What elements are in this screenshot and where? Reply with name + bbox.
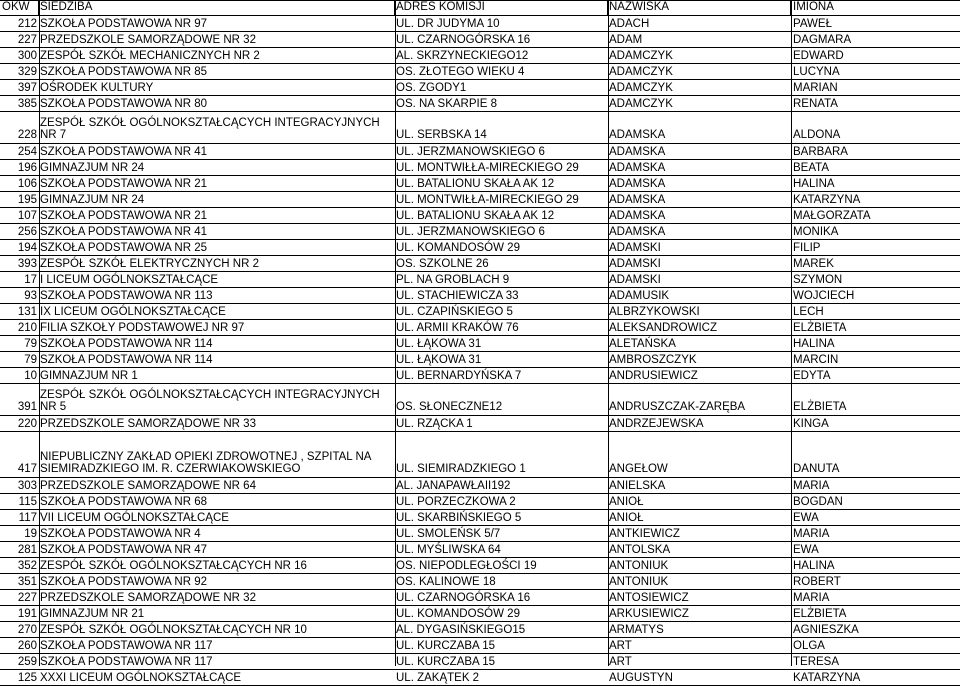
adres-cell: AL. DYGASIŃSKIEGO15 bbox=[396, 624, 526, 636]
adres-cell: UL. BATALIONU SKAŁA AK 12 bbox=[396, 210, 555, 222]
table-row bbox=[0, 432, 960, 478]
okw-cell: 131 bbox=[17, 306, 37, 318]
siedziba-cell: PRZEDSZKOLE SAMORZĄDOWE NR 33 bbox=[40, 418, 256, 430]
table-header bbox=[0, 0, 960, 16]
okw-cell: 196 bbox=[17, 162, 37, 174]
header-siedziba: SIEDZIBA bbox=[39, 1, 395, 15]
imie-cell: MAREK bbox=[793, 258, 834, 270]
siedziba-cell: ZESPÓŁ SZKÓŁ OGÓLNOKSZTAŁCĄCYCH INTEGRACYJNYCH NR 5 bbox=[40, 389, 380, 413]
okw-cell: 260 bbox=[17, 640, 37, 652]
table-row bbox=[0, 654, 960, 670]
imie-cell: KATARZYNA bbox=[793, 194, 861, 206]
siedziba-cell: SZKOŁA PODSTAWOWA NR 97 bbox=[40, 18, 207, 30]
nazwisko-cell: ALETAŃSKA bbox=[609, 338, 676, 350]
siedziba-cell: GIMNAZJUM NR 21 bbox=[40, 608, 145, 620]
nazwisko-cell: ANIOŁ bbox=[609, 512, 644, 524]
okw-cell: 93 bbox=[24, 290, 37, 302]
imie-cell: HALINA bbox=[793, 560, 835, 572]
header-nazwiska: NAZWISKA bbox=[608, 1, 791, 15]
siedziba-cell: SZKOŁA PODSTAWOWA NR 114 bbox=[40, 338, 213, 350]
siedziba-cell: SZKOŁA PODSTAWOWA NR 21 bbox=[40, 178, 207, 190]
imie-cell: EDYTA bbox=[793, 370, 831, 382]
siedziba-cell: SZKOŁA PODSTAWOWA NR 92 bbox=[40, 576, 207, 588]
adres-cell: UL. BERNARDYŃSKA 7 bbox=[396, 370, 522, 382]
siedziba-cell: SZKOŁA PODSTAWOWA NR 25 bbox=[40, 242, 207, 254]
table-row bbox=[0, 558, 960, 574]
adres-cell: UL. CZAPIŃSKIEGO 5 bbox=[396, 306, 513, 318]
table-row bbox=[0, 64, 960, 80]
imie-cell: BARBARA bbox=[793, 146, 848, 158]
siedziba-cell: SZKOŁA PODSTAWOWA NR 68 bbox=[40, 496, 207, 508]
siedziba-cell: SZKOŁA PODSTAWOWA NR 85 bbox=[40, 66, 207, 78]
table-row bbox=[0, 416, 960, 432]
siedziba-cell: ZESPÓŁ SZKÓŁ ELEKTRYCZNYCH NR 2 bbox=[40, 258, 259, 270]
imie-cell: BOGDAN bbox=[793, 496, 843, 508]
nazwisko-cell: ANIOŁ bbox=[609, 496, 644, 508]
siedziba-cell: FILIA SZKOŁY PODSTAWOWEJ NR 97 bbox=[40, 322, 245, 334]
okw-cell: 351 bbox=[17, 576, 37, 588]
okw-cell: 393 bbox=[17, 258, 37, 270]
okw-cell: 228 bbox=[17, 129, 37, 141]
nazwisko-cell: ANTKIEWICZ bbox=[609, 528, 680, 540]
adres-cell: UL. KOMANDOSÓW 29 bbox=[396, 242, 520, 254]
imie-cell: MARIA bbox=[793, 528, 830, 540]
okw-cell: 385 bbox=[17, 98, 37, 110]
table-row bbox=[0, 670, 960, 686]
imie-cell: EDWARD bbox=[793, 50, 844, 62]
nazwisko-cell: ANGEŁOW bbox=[609, 463, 668, 475]
header-okw: OKW bbox=[0, 1, 39, 15]
nazwisko-cell: ADACH bbox=[609, 18, 650, 30]
adres-cell: UL. CZARNOGÓRSKA 16 bbox=[396, 592, 531, 604]
imie-cell: LECH bbox=[793, 306, 824, 318]
okw-cell: 125 bbox=[17, 672, 37, 684]
adres-cell: OS. SŁONECZNE12 bbox=[396, 401, 503, 413]
adres-cell: OS. SZKOLNE 26 bbox=[396, 258, 489, 270]
okw-cell: 220 bbox=[17, 418, 37, 430]
table-row bbox=[0, 494, 960, 510]
nazwisko-cell: ADAMSKA bbox=[609, 194, 666, 206]
imie-cell: ALDONA bbox=[793, 129, 841, 141]
imie-cell: WOJCIECH bbox=[793, 290, 855, 302]
column-divider bbox=[608, 0, 609, 666]
table-row bbox=[0, 384, 960, 416]
imie-cell: MARIA bbox=[793, 480, 830, 492]
imie-cell: HALINA bbox=[793, 338, 835, 350]
siedziba-cell: PRZEDSZKOLE SAMORZĄDOWE NR 32 bbox=[40, 34, 256, 46]
imie-cell: KATARZYNA bbox=[793, 672, 861, 684]
okw-cell: 227 bbox=[17, 592, 37, 604]
okw-cell: 10 bbox=[24, 370, 37, 382]
imie-cell: DAGMARA bbox=[793, 34, 852, 46]
siedziba-cell: VII LICEUM OGÓLNOKSZTAŁCĄCE bbox=[40, 512, 229, 524]
nazwisko-cell: ANDRUSZCZAK-ZARĘBA bbox=[609, 401, 746, 413]
adres-cell: UL. CZARNOGÓRSKA 16 bbox=[396, 34, 531, 46]
table-row bbox=[0, 638, 960, 654]
table-row bbox=[0, 590, 960, 606]
table-row bbox=[0, 368, 960, 384]
imie-cell: BEATA bbox=[793, 162, 829, 174]
okw-cell: 210 bbox=[17, 322, 37, 334]
adres-cell: UL. PORZECZKOWA 2 bbox=[396, 496, 516, 508]
imie-cell: AGNIESZKA bbox=[793, 624, 859, 636]
okw-cell: 281 bbox=[17, 544, 37, 556]
okw-cell: 79 bbox=[24, 338, 37, 350]
imie-cell: ELŻBIETA bbox=[793, 322, 847, 334]
imie-cell: MARIA bbox=[793, 592, 830, 604]
nazwisko-cell: ADAMSKA bbox=[609, 210, 666, 222]
imie-cell: DANUTA bbox=[793, 463, 840, 475]
imie-cell: OLGA bbox=[793, 640, 825, 652]
nazwisko-cell: ART bbox=[609, 640, 632, 652]
table-row bbox=[0, 144, 960, 160]
adres-cell: OS. NIEPODLEGŁOŚCI 19 bbox=[396, 560, 537, 572]
okw-cell: 17 bbox=[24, 274, 37, 286]
adres-cell: UL. DR JUDYMA 10 bbox=[396, 18, 500, 30]
nazwisko-cell: ART bbox=[609, 656, 632, 668]
adres-cell: UL. MYŚLIWSKA 64 bbox=[396, 544, 501, 556]
adres-cell: UL. SMOLEŃSK 5/7 bbox=[396, 528, 501, 540]
siedziba-cell: SZKOŁA PODSTAWOWA NR 21 bbox=[40, 210, 207, 222]
adres-cell: UL. KOMANDOSÓW 29 bbox=[396, 608, 520, 620]
siedziba-cell: SZKOŁA PODSTAWOWA NR 41 bbox=[40, 146, 207, 158]
table-row bbox=[0, 272, 960, 288]
nazwisko-cell: ADAMSKA bbox=[609, 178, 666, 190]
table-row bbox=[0, 256, 960, 272]
adres-cell: UL. RZĄCKA 1 bbox=[396, 418, 473, 430]
imie-cell: ELŻBIETA bbox=[793, 608, 847, 620]
table-row bbox=[0, 542, 960, 558]
siedziba-cell: XXXI LICEUM OGÓLNOKSZTAŁCĄCE bbox=[40, 672, 242, 684]
nazwisko-cell: AMBROSZCZYK bbox=[609, 354, 697, 366]
imie-cell: EWA bbox=[793, 512, 819, 524]
nazwisko-cell: ADAMSKI bbox=[609, 274, 661, 286]
siedziba-cell: NIEPUBLICZNY ZAKŁAD OPIEKI ZDROWOTNEJ , SZPITAL NA SIEMIRADZKIEGO IM. R. CZERWIAKOWSKIEGO bbox=[40, 451, 371, 475]
table-row bbox=[0, 176, 960, 192]
table-row bbox=[0, 320, 960, 336]
adres-cell: UL. ARMII KRAKÓW 76 bbox=[396, 322, 519, 334]
adres-cell: UL. KURCZABA 15 bbox=[396, 640, 496, 652]
okw-cell: 194 bbox=[17, 242, 37, 254]
nazwisko-cell: ANTONIUK bbox=[609, 560, 669, 572]
okw-cell: 79 bbox=[24, 354, 37, 366]
nazwisko-cell: ANTONIUK bbox=[609, 576, 669, 588]
adres-cell: OS. NA SKARPIE 8 bbox=[396, 98, 497, 110]
table-row bbox=[0, 510, 960, 526]
imie-cell: MONIKA bbox=[793, 226, 839, 238]
okw-cell: 195 bbox=[17, 194, 37, 206]
okw-cell: 256 bbox=[17, 226, 37, 238]
okw-cell: 191 bbox=[17, 608, 37, 620]
nazwisko-cell: ADAMSKI bbox=[609, 258, 661, 270]
nazwisko-cell: ALBRZYKOWSKI bbox=[609, 306, 700, 318]
table-row bbox=[0, 32, 960, 48]
column-divider bbox=[791, 0, 792, 666]
column-divider bbox=[395, 0, 396, 666]
okw-cell: 300 bbox=[17, 50, 37, 62]
table-row bbox=[0, 112, 960, 144]
siedziba-cell: ZESPÓŁ SZKÓŁ OGÓLNOKSZTAŁCĄCYCH NR 16 bbox=[40, 560, 307, 572]
adres-cell: UL. KURCZABA 15 bbox=[396, 656, 496, 668]
okw-cell: 107 bbox=[17, 210, 37, 222]
siedziba-cell: SZKOŁA PODSTAWOWA NR 117 bbox=[40, 640, 213, 652]
table-row bbox=[0, 336, 960, 352]
siedziba-cell: GIMNAZJUM NR 24 bbox=[40, 194, 145, 206]
nazwisko-cell: ADAMUSIK bbox=[609, 290, 670, 302]
adres-cell: OS. ZŁOTEGO WIEKU 4 bbox=[396, 66, 525, 78]
okw-cell: 117 bbox=[18, 512, 37, 524]
okw-cell: 397 bbox=[17, 82, 37, 94]
adres-cell: UL. MONTWIŁŁA-MIRECKIEGO 29 bbox=[396, 162, 579, 174]
adres-cell: UL. ŁĄKOWA 31 bbox=[396, 338, 482, 350]
nazwisko-cell: ADAMSKA bbox=[609, 162, 666, 174]
okw-cell: 391 bbox=[17, 401, 37, 413]
table-row bbox=[0, 80, 960, 96]
nazwisko-cell: ADAMCZYK bbox=[609, 66, 673, 78]
table-row bbox=[0, 96, 960, 112]
okw-cell: 270 bbox=[17, 624, 37, 636]
okw-cell: 417 bbox=[17, 463, 37, 475]
siedziba-cell: ZESPÓŁ SZKÓŁ MECHANICZNYCH NR 2 bbox=[40, 50, 260, 62]
imie-cell: MAŁGORZATA bbox=[793, 210, 871, 222]
imie-cell: MARCIN bbox=[793, 354, 839, 366]
nazwisko-cell: ANDRZEJEWSKA bbox=[609, 418, 704, 430]
table-row bbox=[0, 48, 960, 64]
nazwisko-cell: ANIELSKA bbox=[609, 480, 666, 492]
table-row bbox=[0, 288, 960, 304]
imie-cell: ELŻBIETA bbox=[793, 401, 847, 413]
imie-cell: MARIAN bbox=[793, 82, 838, 94]
siedziba-cell: PRZEDSZKOLE SAMORZĄDOWE NR 64 bbox=[40, 480, 256, 492]
siedziba-cell: OŚRODEK KULTURY bbox=[40, 82, 154, 94]
nazwisko-cell: ADAMCZYK bbox=[609, 98, 673, 110]
table-row bbox=[0, 574, 960, 590]
nazwisko-cell: ADAMSKI bbox=[609, 242, 661, 254]
nazwisko-cell: ANTOSIEWICZ bbox=[609, 592, 689, 604]
table-row bbox=[0, 304, 960, 320]
imie-cell: TERESA bbox=[793, 656, 840, 668]
nazwisko-cell: ADAMSKA bbox=[609, 226, 666, 238]
okw-cell: 19 bbox=[24, 528, 37, 540]
adres-cell: PL. NA GROBLACH 9 bbox=[396, 274, 510, 286]
imie-cell: HALINA bbox=[793, 178, 835, 190]
adres-cell: OS. ZGODY1 bbox=[396, 82, 467, 94]
siedziba-cell: PRZEDSZKOLE SAMORZĄDOWE NR 32 bbox=[40, 592, 256, 604]
imie-cell: LUCYNA bbox=[793, 66, 840, 78]
nazwisko-cell: ANDRUSIEWICZ bbox=[609, 370, 698, 382]
nazwisko-cell: ALEKSANDROWICZ bbox=[609, 322, 717, 334]
adres-cell: UL. SIEMIRADZKIEGO 1 bbox=[396, 463, 526, 475]
imie-cell: RENATA bbox=[793, 98, 838, 110]
adres-cell: UL. SERBSKA 14 bbox=[396, 129, 487, 141]
adres-cell: UL. ŁĄKOWA 31 bbox=[396, 354, 482, 366]
nazwisko-cell: ADAMCZYK bbox=[609, 82, 673, 94]
imie-cell: EWA bbox=[793, 544, 819, 556]
adres-cell: AL. SKRZYNECKIEGO12 bbox=[396, 50, 529, 62]
nazwisko-cell: AUGUSTYN bbox=[609, 672, 673, 684]
table-row bbox=[0, 606, 960, 622]
nazwisko-cell: ARKUSIEWICZ bbox=[609, 608, 689, 620]
nazwisko-cell: ADAMCZYK bbox=[609, 50, 673, 62]
okw-cell: 303 bbox=[17, 480, 37, 492]
adres-cell: UL. JERZMANOWSKIEGO 6 bbox=[396, 226, 545, 238]
adres-cell: UL. BATALIONU SKAŁA AK 12 bbox=[396, 178, 555, 190]
nazwisko-cell: ANTOLSKA bbox=[609, 544, 671, 556]
table-row bbox=[0, 208, 960, 224]
siedziba-cell: IX LICEUM OGÓLNOKSZTAŁCĄCE bbox=[40, 306, 226, 318]
siedziba-cell: I LICEUM OGÓLNOKSZTAŁCĄCE bbox=[40, 274, 219, 286]
siedziba-cell: SZKOŁA PODSTAWOWA NR 80 bbox=[40, 98, 207, 110]
nazwisko-cell: ADAMSKA bbox=[609, 129, 666, 141]
nazwisko-cell: ARMATYS bbox=[609, 624, 664, 636]
siedziba-cell: ZESPÓŁ SZKÓŁ OGÓLNOKSZTAŁCĄCYCH NR 10 bbox=[40, 624, 307, 636]
siedziba-cell: SZKOŁA PODSTAWOWA NR 41 bbox=[40, 226, 207, 238]
okw-cell: 259 bbox=[17, 656, 37, 668]
imie-cell: SZYMON bbox=[793, 274, 843, 286]
table-row bbox=[0, 352, 960, 368]
imie-cell: ROBERT bbox=[793, 576, 841, 588]
table-row bbox=[0, 224, 960, 240]
table-row bbox=[0, 478, 960, 494]
header-imiona: IMIONA bbox=[793, 1, 834, 13]
okw-cell: 106 bbox=[17, 178, 37, 190]
siedziba-cell: GIMNAZJUM NR 24 bbox=[40, 162, 145, 174]
imie-cell: FILIP bbox=[793, 242, 821, 254]
adres-cell: UL. JERZMANOWSKIEGO 6 bbox=[396, 146, 545, 158]
table-row bbox=[0, 240, 960, 256]
table-row bbox=[0, 160, 960, 176]
imie-cell: KINGA bbox=[793, 418, 829, 430]
siedziba-cell: GIMNAZJUM NR 1 bbox=[40, 370, 138, 382]
nazwisko-cell: ADAMSKA bbox=[609, 146, 666, 158]
adres-cell: AL. JANAPAWŁAII192 bbox=[396, 480, 511, 492]
siedziba-cell: SZKOŁA PODSTAWOWA NR 47 bbox=[40, 544, 207, 556]
adres-cell: UL. MONTWIŁŁA-MIRECKIEGO 29 bbox=[396, 194, 579, 206]
adres-cell: UL. SKARBIŃSKIEGO 5 bbox=[396, 512, 522, 524]
siedziba-cell: SZKOŁA PODSTAWOWA NR 117 bbox=[40, 656, 213, 668]
okw-cell: 352 bbox=[17, 560, 37, 572]
adres-cell: OS. KALINOWE 18 bbox=[396, 576, 496, 588]
imie-cell: PAWEŁ bbox=[793, 18, 832, 30]
table-row bbox=[0, 16, 960, 32]
siedziba-cell: SZKOŁA PODSTAWOWA NR 113 bbox=[40, 290, 213, 302]
header-adres: ADRES KOMISJI bbox=[395, 1, 608, 15]
okw-cell: 254 bbox=[17, 146, 37, 158]
okw-cell: 227 bbox=[17, 34, 37, 46]
table-row bbox=[0, 622, 960, 638]
nazwisko-cell: ADAM bbox=[609, 34, 643, 46]
adres-cell: UL. STACHIEWICZA 33 bbox=[396, 290, 519, 302]
okw-cell: 212 bbox=[17, 18, 37, 30]
siedziba-cell: SZKOŁA PODSTAWOWA NR 4 bbox=[40, 528, 201, 540]
okw-cell: 115 bbox=[18, 496, 37, 508]
table-row bbox=[0, 192, 960, 208]
table-row bbox=[0, 526, 960, 542]
siedziba-cell: ZESPÓŁ SZKÓŁ OGÓLNOKSZTAŁCĄCYCH INTEGRACYJNYCH NR 7 bbox=[40, 117, 380, 141]
adres-cell: UL. ZAKĄTEK 2 bbox=[396, 672, 480, 684]
siedziba-cell: SZKOŁA PODSTAWOWA NR 114 bbox=[40, 354, 213, 366]
column-divider bbox=[39, 0, 40, 666]
okw-cell: 329 bbox=[17, 66, 37, 78]
